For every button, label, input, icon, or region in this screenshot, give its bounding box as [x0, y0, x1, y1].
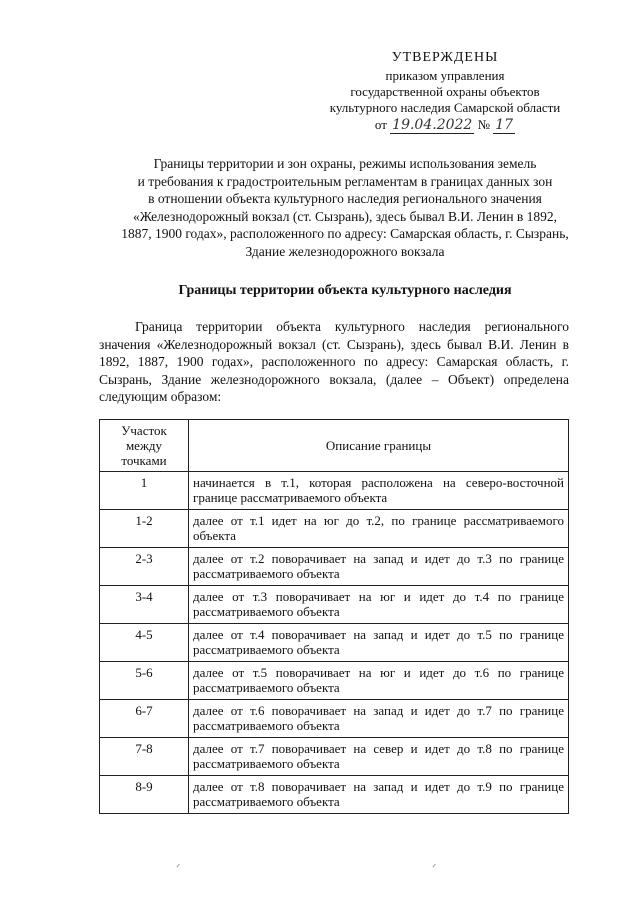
segment-cell: 4-5 — [100, 624, 189, 662]
segment-cell: 6-7 — [100, 700, 189, 738]
table-row — [100, 776, 569, 814]
scan-mark-left: ᐟ — [176, 863, 181, 874]
table-header-row — [100, 420, 569, 472]
description-cell: далее от т.5 поворачивает на юг и идет до т.6 по границе рассматриваемого объекта — [189, 662, 569, 700]
table-row — [100, 586, 569, 624]
segment-cell: 1 — [100, 472, 189, 510]
document-heading — [110, 155, 580, 260]
approval-line-1: приказом управления — [385, 68, 505, 83]
number-prefix: № — [477, 117, 490, 132]
date-prefix: от — [374, 117, 387, 132]
header-segment-line-3: точками — [121, 453, 167, 468]
heading-line-6: Здание железнодорожного вокзала — [245, 243, 445, 259]
description-cell: далее от т.3 поворачивает на юг и идет до т.4 по границе рассматриваемого объекта — [189, 586, 569, 624]
table-row — [100, 510, 569, 548]
header-segment-line-1: Участок — [121, 423, 167, 438]
scan-mark-right: ᐟ — [432, 863, 437, 874]
description-cell: далее от т.6 поворачивает на запад и идет до т.7 по границе рассматриваемого объекта — [189, 700, 569, 738]
segment-cell: 2-3 — [100, 548, 189, 586]
approval-block — [300, 50, 590, 134]
header-segment-line-2: между — [125, 438, 163, 453]
table-row — [100, 548, 569, 586]
segment-cell: 7-8 — [100, 738, 189, 776]
description-cell: далее от т.8 поворачивает на запад и идет до т.9 по границе рассматриваемого объекта — [189, 776, 569, 814]
approval-line-2: государственной охраны объектов — [350, 84, 540, 99]
description-cell: далее от т.7 поворачивает на север и идет до т.8 по границе рассматриваемого объекта — [189, 738, 569, 776]
header-description: Описание границы — [189, 420, 569, 472]
boundary-table — [99, 419, 569, 814]
description-cell: далее от т.4 поворачивает на запад и идет до т.5 по границе рассматриваемого объекта — [189, 624, 569, 662]
approval-title: УТВЕРЖДЕНЫ — [391, 50, 499, 65]
intro-paragraph: Граница территории объекта культурного наследия регионального значения «Железнодорожный вокзал (ст. Сызрань), здесь бывал В.И. Ленин в 1892, 1887, 1900 годах», расположенного по адресу: Самарская область, г. Сызрань, Здание железнодорожного вокзала, (далее – Объект) определена следующим образом: — [99, 319, 569, 404]
table-row — [100, 738, 569, 776]
approval-line-3: культурного наследия Самарской области — [329, 100, 561, 115]
heading-line-5: 1887, 1900 годах», расположенного по адресу: Самарская область, г. Сызрань, — [121, 226, 569, 241]
table-row — [100, 700, 569, 738]
table-row — [100, 472, 569, 510]
table-row — [100, 662, 569, 700]
table-row — [100, 624, 569, 662]
approval-date-line — [300, 117, 590, 134]
description-cell: далее от т.2 поворачивает на запад и идет до т.3 по границе рассматриваемого объекта — [189, 548, 569, 586]
handwritten-number: 17 — [495, 117, 514, 133]
handwritten-date: 19.04.2022 — [392, 117, 473, 133]
heading-line-4: «Железнодорожный вокзал (ст. Сызрань), здесь бывал В.И. Ленин в 1892, — [132, 208, 558, 224]
description-cell: далее от т.1 идет на юг до т.2, по границе рассматриваемого объекта — [189, 510, 569, 548]
description-cell: начинается в т.1, которая расположена на северо-восточной границе рассматриваемого объекта — [189, 472, 569, 510]
segment-cell: 8-9 — [100, 776, 189, 814]
header-segment — [100, 420, 189, 472]
segment-cell: 3-4 — [100, 586, 189, 624]
segment-cell: 5-6 — [100, 662, 189, 700]
section-title: Границы территории объекта культурного наследия — [178, 283, 512, 298]
heading-line-2: и требования к градостроительным регламентам в границах данных зон — [137, 173, 553, 189]
heading-line-3: в отношении объекта культурного наследия регионального значения — [148, 191, 542, 206]
heading-line-1: Границы территории и зон охраны, режимы использования земель — [153, 156, 537, 171]
segment-cell: 1-2 — [100, 510, 189, 548]
